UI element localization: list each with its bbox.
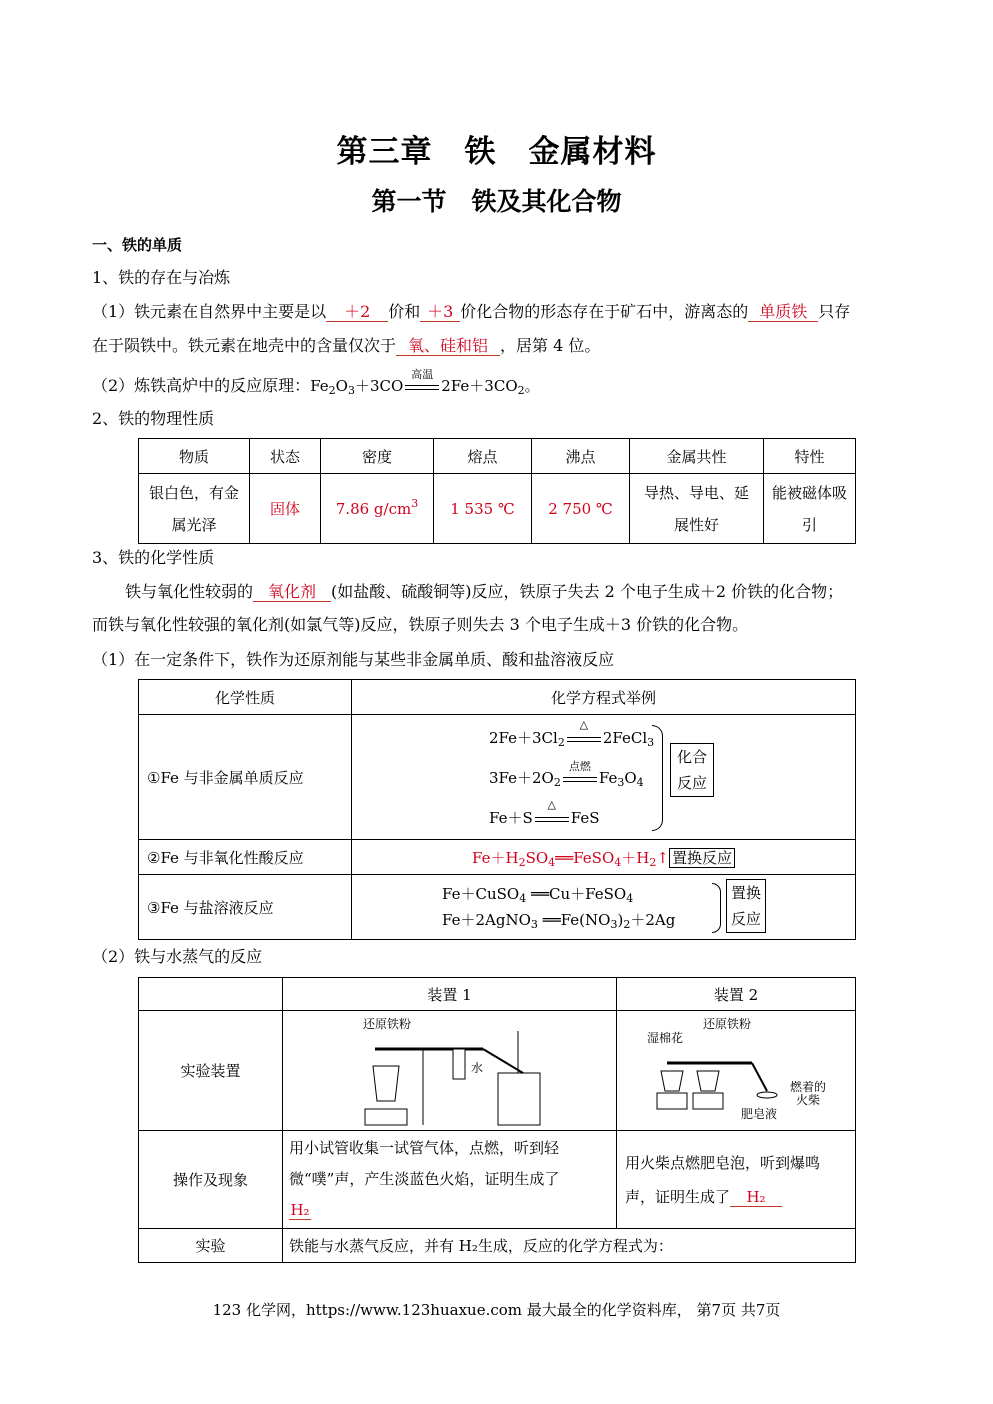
label-line: 反应: [730, 910, 761, 928]
flask: [453, 1049, 465, 1079]
subsection-physical: 2、铁的物理性质: [92, 409, 215, 428]
table-cell: ②Fe 与非氧化性酸反应: [139, 840, 352, 875]
table-header: 化学方程式举例: [352, 680, 856, 715]
label-line: 化合: [676, 748, 707, 766]
text: 在于陨铁中。铁元素在地壳中的含量仅次于: [92, 336, 397, 355]
stand-base: [657, 1093, 687, 1109]
answer-blank: 氧、硅和铝: [396, 337, 500, 356]
table-header: 特性: [764, 439, 856, 474]
label-iron-powder: 还原铁粉: [363, 1017, 412, 1031]
table-cell: 实验: [139, 1229, 283, 1263]
label-line: 置换: [730, 884, 761, 902]
equation: Fe＋S △ FeS: [489, 798, 600, 827]
brace: [712, 883, 721, 933]
table-cell: ①Fe 与非金属单质反应: [139, 715, 352, 840]
density-value: 7.86 g/cm: [335, 499, 412, 518]
table-cell: 1 535 ℃: [434, 474, 532, 544]
reaction-arrow: [533, 798, 571, 826]
apparatus-1-diagram: [283, 1011, 616, 1131]
subsection-existence: 1、铁的存在与冶炼: [92, 268, 231, 287]
equation: $Fe_2O_3+3CO$ 高温 $2Fe+3CO_2$。: [310, 368, 540, 397]
table-header: 化学性质: [139, 680, 352, 715]
stand-base: [693, 1093, 723, 1109]
condition: 点燃: [568, 760, 591, 773]
text: 用小试管收集一试管气体，点燃，听到轻微“噗”声，产生淡蓝色火焰，证明生成了: [289, 1139, 560, 1188]
table-cell: 银白色，有金属光泽: [139, 474, 250, 544]
table-cell: 操作及现象: [139, 1131, 283, 1229]
text: （1）铁元素在自然界中主要是以: [92, 302, 327, 321]
answer-blank: ＋3: [420, 303, 460, 322]
burner: [697, 1071, 719, 1091]
answer-blank: 氧化剂: [253, 583, 331, 602]
equation-cell: [352, 715, 856, 840]
table-cell: [283, 1131, 617, 1229]
answer-blank: ＋2: [326, 303, 388, 322]
label-wet-cotton: 湿棉花: [647, 1031, 684, 1045]
reaction-arrow: [403, 368, 441, 394]
equation: $3Fe+2O_2$ 点燃 $Fe_3O_4$: [489, 760, 644, 789]
soap-dish: [757, 1092, 777, 1098]
steam-reaction-table: [138, 977, 856, 1263]
paragraph-chemical-2: 而铁与氧化性较强的氧化剂(如氯气等)反应，铁原子则失去 3 个电子生成＋3 价铁的化合物。: [92, 615, 749, 634]
table-cell: 固体: [250, 474, 321, 544]
table-cell: [617, 1131, 856, 1229]
text: （2）炼铁高炉中的反应原理：: [92, 376, 311, 395]
condition: △: [547, 798, 556, 811]
paragraph-existence-1: [92, 299, 850, 322]
table-cell: [139, 978, 283, 1011]
condition: △: [579, 718, 589, 731]
reaction-type-label: [726, 879, 766, 933]
delivery-tube: [752, 1063, 767, 1091]
reaction-arrow: [565, 718, 603, 746]
brace: [652, 725, 663, 831]
paragraph-steam: （2）铁与水蒸气的反应: [92, 947, 263, 966]
text: (如盐酸、硫酸铜等)反应，铁原子失去 2 个电子生成＋2 价铁的化合物；: [331, 582, 844, 601]
equation: $2Fe+3Cl_2$ △ 2FeCl$_3$: [489, 718, 655, 749]
chemical-properties-table: [138, 679, 856, 940]
label-line: 反应: [676, 774, 707, 792]
burner: [661, 1071, 683, 1091]
table-header: 物质: [139, 439, 250, 474]
answer-blank: 单质铁: [748, 303, 818, 322]
table-cell: 实验装置: [139, 1011, 283, 1131]
physical-properties-table: [138, 438, 856, 544]
equation: Fe＋2AgNO$_3$ $══Fe(NO_3)_2+2Ag$: [442, 911, 676, 931]
equation-cell: $Fe+H_2SO_4══FeSO_4+H_2↑$ 置换反应: [352, 840, 856, 875]
label-burning-match: 燃着的火柴: [789, 1080, 826, 1107]
reaction-type-label: 置换反应: [669, 848, 735, 868]
text: 价化合物的形态存在于矿石中，游离态的: [460, 302, 749, 321]
table-header: 熔点: [434, 439, 532, 474]
apparatus-1-cell: [283, 1011, 617, 1131]
table-header: 密度: [321, 439, 434, 474]
label-soap-solution: 肥皂液: [741, 1107, 778, 1121]
paragraph-existence-2: [92, 333, 600, 356]
table-cell: ③Fe 与盐溶液反应: [139, 875, 352, 940]
table-cell: [321, 474, 434, 544]
label-iron-powder: 还原铁粉: [703, 1017, 752, 1031]
equation-cell: [352, 875, 856, 940]
apparatus-2-cell: [617, 1011, 856, 1131]
reaction-type-label: [670, 743, 714, 797]
subsection-chemical: 3、铁的化学性质: [92, 548, 215, 567]
table-cell: 铁能与水蒸气反应，并有 H₂生成，反应的化学方程式为：: [283, 1229, 856, 1263]
page-footer: 123 化学网，https://www.123huaxue.com 最大最全的化学资料库， 第7页 共7页: [212, 1301, 781, 1319]
table-header: 装置 1: [283, 978, 617, 1011]
condition: 高温: [411, 368, 434, 381]
stand-base: [365, 1109, 407, 1125]
table-cell: 导热、导电、延展性好: [630, 474, 764, 544]
table-cell: 能被磁体吸引: [764, 474, 856, 544]
equation: Fe＋CuSO$_4$ ══Cu＋FeSO$_4$: [442, 885, 634, 905]
burner: [373, 1066, 399, 1101]
text: 铁与氧化性较弱的: [125, 582, 254, 601]
text: 只存: [818, 302, 851, 321]
label-water: 水: [471, 1061, 484, 1075]
water-trough: [498, 1073, 540, 1125]
table-cell: 2 750 ℃: [532, 474, 630, 544]
paragraph-reducing-agent: （1）在一定条件下，铁作为还原剂能与某些非金属单质、酸和盐溶液反应: [92, 650, 615, 669]
paragraph-chemical-1: [125, 579, 843, 602]
reaction-arrow: [561, 760, 599, 786]
section-heading: 一、铁的单质: [92, 236, 183, 254]
text: 价和: [388, 302, 421, 321]
table-header: 金属共性: [630, 439, 764, 474]
table-header: 装置 2: [617, 978, 856, 1011]
table-header: 沸点: [532, 439, 630, 474]
text: 用火柴点燃肥皂泡，听到爆鸣声，证明生成了: [625, 1153, 821, 1206]
text: ，居第 4 位。: [500, 336, 601, 355]
paragraph-blast-furnace: [92, 368, 540, 397]
answer-blank: H₂: [730, 1188, 782, 1207]
answer-blank: H₂: [290, 1201, 310, 1219]
table-header: 状态: [250, 439, 321, 474]
delivery-tube: [483, 1049, 523, 1073]
page-title: 第三章 铁 金属材料: [336, 134, 657, 170]
density-unit-exponent: 3: [411, 496, 419, 510]
page-subtitle: 第一节 铁及其化合物: [371, 187, 622, 216]
